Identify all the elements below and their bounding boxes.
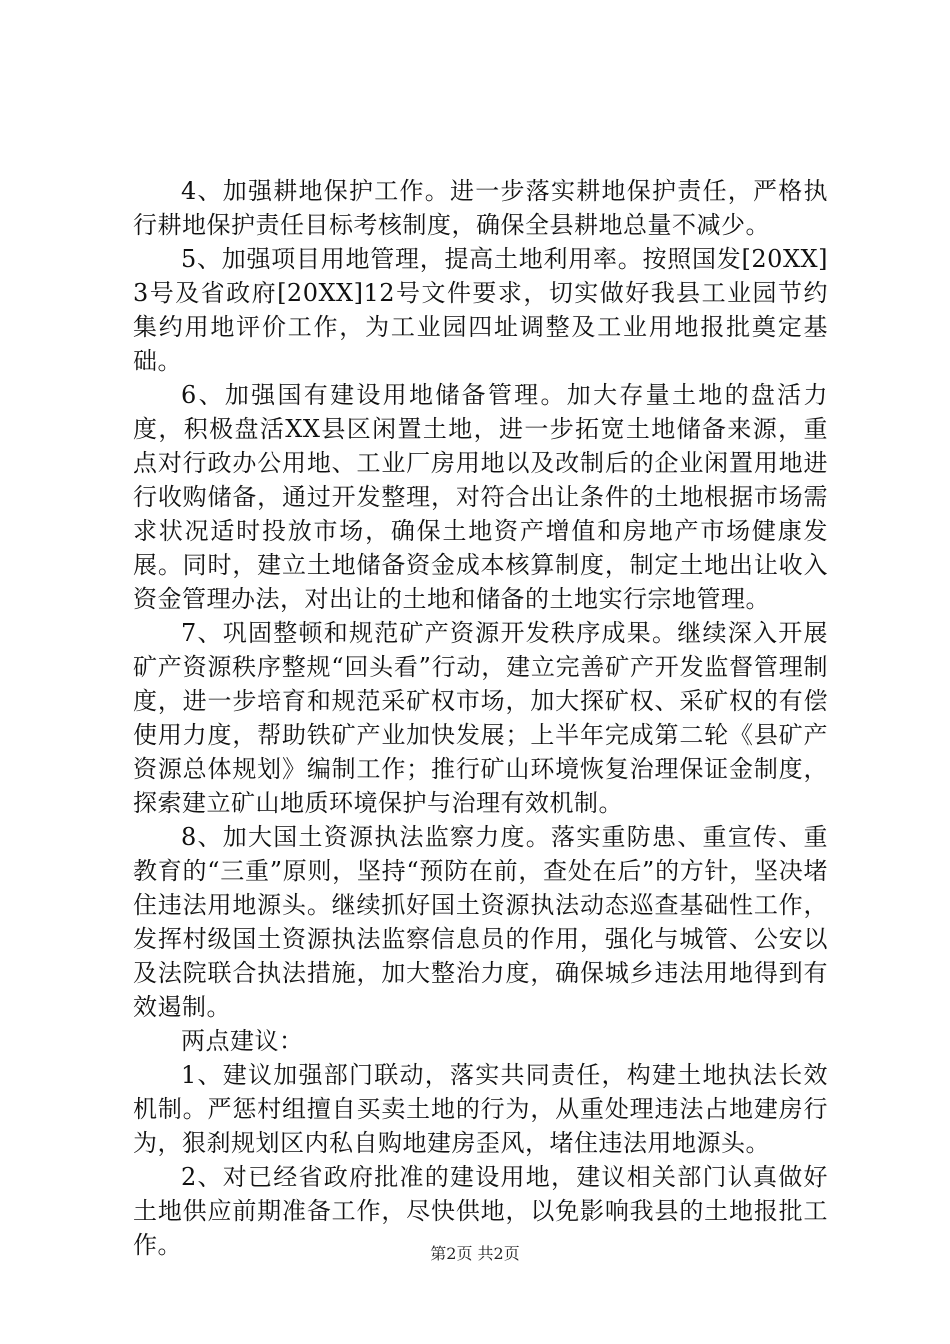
suggestions-heading: 两点建议：	[181, 1027, 304, 1055]
page-number-footer: 第2页 共2页	[430, 1244, 520, 1263]
document-body	[133, 174, 828, 1262]
paragraph-item-5: 5、加强项目用地管理，提高土地利用率。按照国发[20XX]3号及省政府[20XX]12号文件要求，切实做好我县工业园节约集约用地评价工作，为工业园四址调整及工业用地报批奠定基础。	[133, 245, 828, 375]
suggestion-item-1: 1、建议加强部门联动，落实共同责任，构建土地执法长效机制。严惩村组擅自买卖土地的行为，从重处理违法占地建房行为，狠刹规划区内私自购地建房歪风，堵住违法用地源头。	[133, 1061, 828, 1157]
paragraph-item-6: 6、加强国有建设用地储备管理。加大存量土地的盘活力度，积极盘活XX县区闲置土地，进一步拓宽土地储备来源，重点对行政办公用地、工业厂房用地以及改制后的企业闲置用地进行收购储备，通过开发整理，对符合出让条件的土地根据市场需求状况适时投放市场，确保土地资产增值和房地产市场健康发展。同时，建立土地储备资金成本核算制度，制定土地出让收入资金管理办法，对出让的土地和储备的土地实行宗地管理。	[133, 381, 828, 613]
suggestion-item-2: 2、对已经省政府批准的建设用地，建议相关部门认真做好土地供应前期准备工作，尽快供地，以免影响我县的土地报批工作。	[133, 1163, 828, 1259]
paragraph-item-8: 8、加大国土资源执法监察力度。落实重防患、重宣传、重教育的“三重”原则，坚持“预防在前，查处在后”的方针，坚决堵住违法用地源头。继续抓好国土资源执法动态巡查基础性工作，发挥村级国土资源执法监察信息员的作用，强化与城管、公安以及法院联合执法措施，加大整治力度，确保城乡违法用地得到有效遏制。	[133, 823, 828, 1021]
paragraph-item-4: 4、加强耕地保护工作。进一步落实耕地保护责任，严格执行耕地保护责任目标考核制度，确保全县耕地总量不减少。	[133, 177, 828, 239]
paragraph-item-7: 7、巩固整顿和规范矿产资源开发秩序成果。继续深入开展矿产资源秩序整规“回头看”行动，建立完善矿产开发监督管理制度，进一步培育和规范采矿权市场，加大探矿权、采矿权的有偿使用力度，帮助铁矿产业加快发展；上半年完成第二轮《县矿产资源总体规划》编制工作；推行矿山环境恢复治理保证金制度，探索建立矿山地质环境保护与治理有效机制。	[133, 619, 828, 817]
